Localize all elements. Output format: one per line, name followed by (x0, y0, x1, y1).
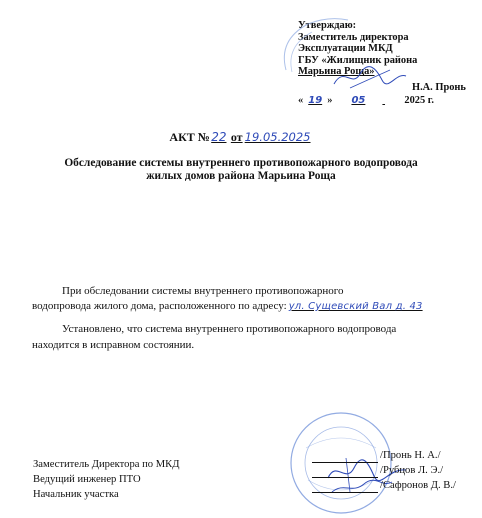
approval-date-year: 2025 г. (404, 95, 434, 106)
signature-line-2 (312, 477, 378, 478)
approval-signer: Н.А. Пронь (412, 82, 466, 93)
act-number: 22 (211, 130, 227, 144)
approval-date: « 19 » 05 2025 г. (298, 95, 434, 106)
act-subtitle: Обследование системы внутреннего противопожарного водопровода жилых домов района Марьина Роща (64, 157, 418, 182)
act-title: АКТ №22 от 19.05.2025 (169, 130, 311, 144)
approval-organization: ГБУ «Жилищник района (298, 54, 418, 66)
approval-position: Заместитель директора (298, 31, 409, 43)
body-para1-line2: водопровода жилого дома, расположенного по адресу: ул. Сущевский Вал д. 43 (32, 300, 423, 312)
signature-name-1: /Пронь Н. А./ (380, 450, 441, 461)
signature-line-3 (312, 492, 378, 493)
address-handwritten: ул. Сущевский Вал д. 43 (288, 301, 423, 312)
signature-name-3: /Сафронов Д. В./ (380, 480, 456, 491)
approval-date-day: 19 (308, 95, 323, 106)
act-date: 19.05.2025 (244, 130, 311, 144)
approval-date-month: 05 (351, 95, 366, 106)
body-para2-line1: Установлено, что система внутреннего противопожарного водопровода (62, 323, 397, 335)
signature-name-2: /Рубцов Л. Э./ (380, 465, 444, 476)
signature-role-3: Начальник участка (33, 489, 119, 500)
body-para2-line2: находится в исправном состоянии. (32, 339, 195, 351)
approval-department: Эксплуатации МКД (298, 43, 393, 55)
signature-role-2: Ведущий инженер ПТО (33, 474, 141, 485)
signature-line-1 (312, 462, 378, 463)
body-para1-line1: При обследовании системы внутреннего противопожарного (62, 285, 344, 297)
approval-signature (330, 62, 410, 92)
approval-heading: Утверждаю: (298, 20, 357, 31)
signature-role-1: Заместитель Директора по МКД (33, 459, 180, 470)
approval-district: Марьина Роща» (298, 66, 375, 78)
